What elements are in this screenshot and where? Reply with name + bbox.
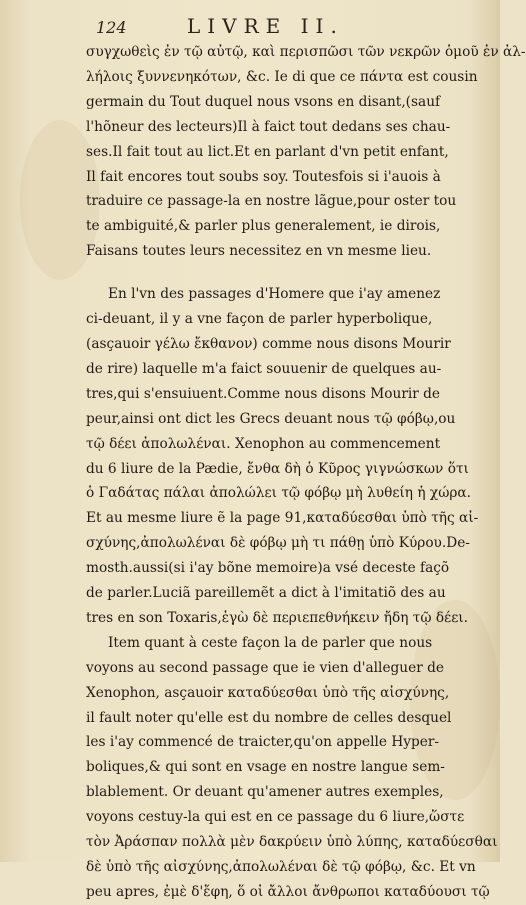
text-line: germain du Tout duquel nous vsons en disant,(sauf bbox=[86, 93, 441, 110]
text-line: ὁ Γαδάτας πάλαι ἀπολώλει τῷ φόβῳ μὴ λυθείη ἡ χώρα. bbox=[86, 485, 471, 502]
paragraph bbox=[86, 40, 526, 264]
text-line: Item quant à ceste façon la de parler que nous bbox=[108, 634, 433, 651]
page-header bbox=[92, 12, 432, 42]
paragraph bbox=[86, 282, 482, 631]
running-head: LIVRE II. bbox=[187, 14, 344, 38]
text-line: voyons au second passage que ie vien d'alleguer de bbox=[86, 659, 444, 676]
text-line: Il fait encores tout soubs soy. Toutesfois si i'auois à bbox=[86, 168, 441, 185]
text-line: te ambiguité,& parler plus generalement, ie dirois, bbox=[86, 218, 441, 235]
text-line: τῷ δέει ἀπολωλέναι. Xenophon au commencement bbox=[86, 435, 441, 452]
text-line: du 6 liure de la Pædie, ἔνθα δὴ ὁ Κῦρος γιγνώσκων ὅτι bbox=[86, 460, 469, 477]
text-line: peur,ainsi ont dict les Grecs deuant nous τῷ φόβῳ,ou bbox=[86, 410, 456, 427]
text-line: Et au mesme liure ẽ la page 91,καταδύεσθαι ὑπὸ τῆς αἰ- bbox=[86, 510, 479, 527]
text-line: λήλοις ξυννενηκότων, &c. Ie di que ce πάντα est cousin bbox=[86, 68, 478, 85]
text-line: peu apres, ἐμὲ δ'ἔφη, ὅ οἱ ἄλλοι ἄνθρωποι καταδύουσι τῷ bbox=[86, 883, 490, 900]
text-line: Xenophon, asçauoir καταδύεσθαι ὑπὸ τῆς αἰσχύνης, bbox=[86, 684, 450, 701]
text-line: de rire) laquelle m'a faict souuenir de quelques au- bbox=[86, 360, 442, 377]
text-line: boliques,& qui sont en vsage en nostre langue sem- bbox=[86, 759, 445, 776]
text-line: (asçauoir γέλω ἔκθανον) comme nous disons Mourir bbox=[86, 335, 451, 352]
text-line: ci-deuant, il y a vne façon de parler hyperbolique, bbox=[86, 311, 433, 328]
text-line: ses.Il fait tout au lict.Et en parlant d'vn petit enfant, bbox=[86, 143, 449, 160]
text-line: mosth.aussi(si i'ay bõne memoire)a vsé deceste façõ bbox=[86, 560, 450, 577]
text-line: l'hõneur des lecteurs)Il à faict tout dedans ses chau- bbox=[86, 118, 451, 135]
text-line: les i'ay commencé de traicter,qu'on appelle Hyper- bbox=[86, 734, 440, 751]
paragraph bbox=[86, 631, 498, 905]
body-text bbox=[86, 40, 526, 905]
text-line: il fault noter qu'elle est du nombre de celles desquel bbox=[86, 709, 452, 726]
text-line: traduire ce passage-la en nostre lãgue,pour oster tou bbox=[86, 193, 457, 210]
text-line: voyons cestuy-la qui est en ce passage du 6 liure,ὥστε bbox=[86, 809, 465, 826]
text-line: τὸν Ἀράσπαν πολλὰ μὲν δακρύειν ὑπὸ λύπης, καταδύεσθαι bbox=[86, 834, 498, 851]
text-line: de parler.Luciã pareillemẽt a dict à l'imitatiõ des au bbox=[86, 585, 446, 602]
text-line: tres,qui s'ensuiuent.Comme nous disons Mourir de bbox=[86, 385, 441, 402]
text-line: σχύνης,ἀπολωλέναι δὲ φόβῳ μὴ τι πάθῃ ὑπὸ Κύρου.De- bbox=[86, 535, 470, 552]
text-line: συγχωθεὶς ἐν τῷ αὐτῷ, καὶ περισπῶσι τῶν νεκρῶν ὁμοῦ ἐν ἀλ- bbox=[86, 44, 526, 60]
page-number: 124 bbox=[96, 18, 127, 37]
text-line: En l'vn des passages d'Homere que i'ay amenez bbox=[108, 286, 441, 303]
paragraph-gap bbox=[86, 264, 482, 282]
text-line: blablement. Or deuant qu'amener autres exemples, bbox=[86, 784, 444, 801]
text-line: tres en son Toxaris,ἐγὼ δὲ περιεπεθνήκειν ἤδη τῷ δέει. bbox=[86, 609, 469, 626]
text-line: Faisans toutes leurs necessitez en vn mesme lieu. bbox=[86, 243, 432, 260]
text-line: δὲ ὑπὸ τῆς αἰσχύνης,ἀπολωλέναι δὲ τῷ φόβῳ, &c. Et vn bbox=[86, 859, 476, 875]
